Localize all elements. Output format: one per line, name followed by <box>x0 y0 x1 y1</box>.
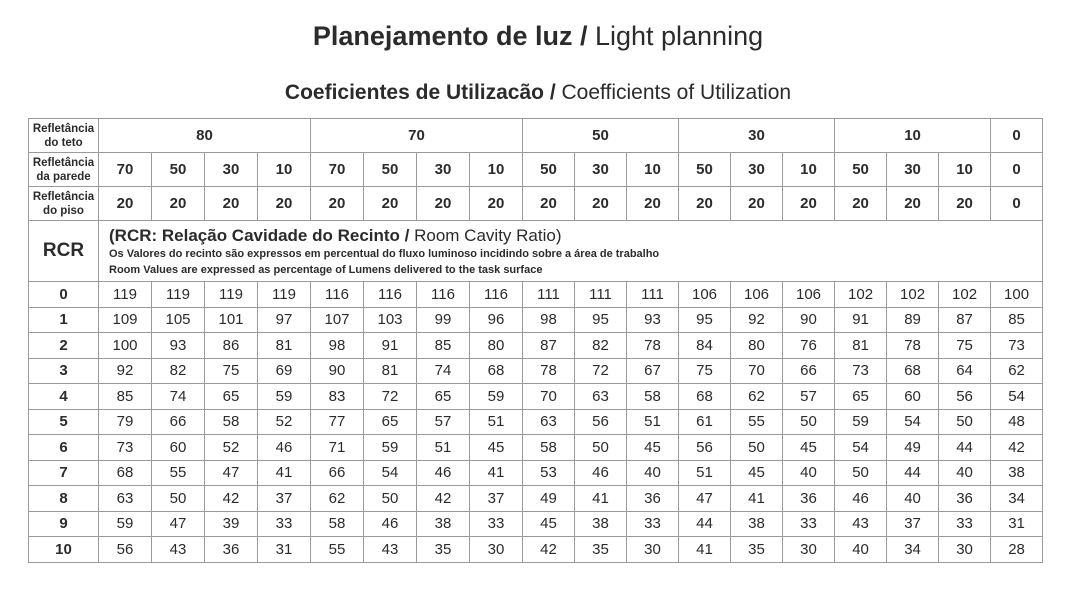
table-cell: 91 <box>364 333 417 359</box>
table-cell: 42 <box>205 486 258 512</box>
table-subtitle <box>0 80 1076 106</box>
table-cell: 41 <box>575 486 627 512</box>
wall-value: 50 <box>835 153 887 187</box>
table-cell: 92 <box>731 307 783 333</box>
note-en: Room Values are expressed as percentage of Lumens delivered to the task surface <box>109 264 543 276</box>
table-cell: 74 <box>417 358 470 384</box>
table-cell: 50 <box>364 486 417 512</box>
table-row <box>29 358 1043 384</box>
table-cell: 65 <box>835 384 887 410</box>
table-cell: 45 <box>731 460 783 486</box>
table-cell: 33 <box>783 511 835 537</box>
table-cell: 102 <box>835 282 887 308</box>
table-cell: 54 <box>887 409 939 435</box>
floor-value: 20 <box>205 187 258 221</box>
floor-value: 20 <box>939 187 991 221</box>
table-cell: 102 <box>887 282 939 308</box>
floor-reflectance-label: Refletância do piso <box>29 187 99 221</box>
table-cell: 36 <box>783 486 835 512</box>
table-cell: 45 <box>523 511 575 537</box>
table-cell: 98 <box>523 307 575 333</box>
table-cell: 111 <box>523 282 575 308</box>
table-cell: 58 <box>523 435 575 461</box>
table-cell: 46 <box>364 511 417 537</box>
table-cell: 95 <box>679 307 731 333</box>
table-cell: 63 <box>575 384 627 410</box>
table-cell: 85 <box>99 384 152 410</box>
wall-value: 10 <box>939 153 991 187</box>
table-cell: 99 <box>417 307 470 333</box>
rcr-header: RCR <box>29 221 99 282</box>
table-cell: 50 <box>939 409 991 435</box>
table-cell: 59 <box>470 384 523 410</box>
table-cell: 58 <box>627 384 679 410</box>
wall-value: 70 <box>311 153 364 187</box>
table-cell: 31 <box>258 537 311 563</box>
table-cell: 51 <box>627 409 679 435</box>
table-cell: 68 <box>470 358 523 384</box>
table-cell: 39 <box>205 511 258 537</box>
table-cell: 78 <box>887 333 939 359</box>
table-cell: 93 <box>152 333 205 359</box>
table-cell: 70 <box>523 384 575 410</box>
table-cell: 56 <box>679 435 731 461</box>
table-cell: 100 <box>99 333 152 359</box>
floor-value: 20 <box>887 187 939 221</box>
table-cell: 111 <box>575 282 627 308</box>
wall-value: 10 <box>783 153 835 187</box>
wall-value: 70 <box>99 153 152 187</box>
note-title <box>109 226 1042 246</box>
table-cell: 54 <box>835 435 887 461</box>
rcr-value: 5 <box>29 409 99 435</box>
table-cell: 100 <box>991 282 1043 308</box>
table-cell: 116 <box>364 282 417 308</box>
table-cell: 78 <box>523 358 575 384</box>
table-cell: 52 <box>258 409 311 435</box>
table-cell: 41 <box>470 460 523 486</box>
table-cell: 73 <box>835 358 887 384</box>
table-row <box>29 282 1043 308</box>
ceiling-reflectance-label: Refletância do teto <box>29 119 99 153</box>
subtitle-pt: Coeficientes de Utilizacão / <box>284 81 556 104</box>
table-cell: 37 <box>258 486 311 512</box>
floor-value: 20 <box>417 187 470 221</box>
wall-value: 0 <box>991 153 1043 187</box>
wall-value: 50 <box>152 153 205 187</box>
table-cell: 63 <box>523 409 575 435</box>
rcr-value: 4 <box>29 384 99 410</box>
rcr-value: 6 <box>29 435 99 461</box>
table-cell: 59 <box>99 511 152 537</box>
table-cell: 87 <box>523 333 575 359</box>
table-cell: 33 <box>939 511 991 537</box>
table-cell: 95 <box>575 307 627 333</box>
table-cell: 38 <box>731 511 783 537</box>
table-cell: 64 <box>939 358 991 384</box>
floor-value: 20 <box>364 187 417 221</box>
table-cell: 65 <box>364 409 417 435</box>
table-cell: 36 <box>939 486 991 512</box>
table-cell: 37 <box>470 486 523 512</box>
table-cell: 40 <box>835 537 887 563</box>
floor-value: 20 <box>99 187 152 221</box>
table-cell: 98 <box>311 333 364 359</box>
ceiling-value: 70 <box>311 119 523 153</box>
rcr-value: 1 <box>29 307 99 333</box>
rcr-value: 8 <box>29 486 99 512</box>
rcr-note <box>99 221 1043 282</box>
table-cell: 31 <box>991 511 1043 537</box>
floor-value: 20 <box>258 187 311 221</box>
table-cell: 89 <box>887 307 939 333</box>
ceiling-value: 10 <box>835 119 991 153</box>
table-cell: 62 <box>991 358 1043 384</box>
table-cell: 30 <box>470 537 523 563</box>
table-row <box>29 511 1043 537</box>
table-row <box>29 537 1043 563</box>
coefficients-table <box>28 118 1043 563</box>
table-cell: 62 <box>731 384 783 410</box>
table-cell: 33 <box>470 511 523 537</box>
table-cell: 51 <box>679 460 731 486</box>
table-cell: 50 <box>835 460 887 486</box>
table-cell: 34 <box>887 537 939 563</box>
table-cell: 74 <box>152 384 205 410</box>
note-title-en: Room Cavity Ratio) <box>409 226 562 245</box>
wall-reflectance-label: Refletância da parede <box>29 153 99 187</box>
table-cell: 46 <box>258 435 311 461</box>
table-cell: 116 <box>470 282 523 308</box>
table-row <box>29 409 1043 435</box>
wall-value: 50 <box>523 153 575 187</box>
table-cell: 81 <box>364 358 417 384</box>
table-cell: 44 <box>887 460 939 486</box>
table-cell: 58 <box>311 511 364 537</box>
floor-value: 20 <box>679 187 731 221</box>
table-cell: 45 <box>470 435 523 461</box>
table-cell: 43 <box>835 511 887 537</box>
table-cell: 81 <box>258 333 311 359</box>
table-cell: 42 <box>523 537 575 563</box>
table-cell: 86 <box>205 333 258 359</box>
table-cell: 61 <box>679 409 731 435</box>
table-cell: 65 <box>205 384 258 410</box>
table-cell: 67 <box>627 358 679 384</box>
table-cell: 50 <box>783 409 835 435</box>
table-cell: 41 <box>731 486 783 512</box>
table-cell: 66 <box>311 460 364 486</box>
table-cell: 119 <box>258 282 311 308</box>
table-cell: 70 <box>731 358 783 384</box>
table-cell: 62 <box>311 486 364 512</box>
table-cell: 47 <box>152 511 205 537</box>
floor-value: 20 <box>575 187 627 221</box>
table-cell: 57 <box>417 409 470 435</box>
table-cell: 106 <box>679 282 731 308</box>
floor-value: 0 <box>991 187 1043 221</box>
table-cell: 92 <box>99 358 152 384</box>
table-cell: 37 <box>887 511 939 537</box>
table-cell: 85 <box>417 333 470 359</box>
table-cell: 102 <box>939 282 991 308</box>
table-cell: 68 <box>679 384 731 410</box>
table-cell: 42 <box>417 486 470 512</box>
rcr-value: 0 <box>29 282 99 308</box>
wall-value: 10 <box>470 153 523 187</box>
note-title-pt: (RCR: Relação Cavidade do Recinto / <box>109 226 410 245</box>
table-cell: 36 <box>205 537 258 563</box>
table-cell: 66 <box>152 409 205 435</box>
table-cell: 54 <box>364 460 417 486</box>
table-cell: 40 <box>783 460 835 486</box>
table-cell: 40 <box>887 486 939 512</box>
table-cell: 116 <box>311 282 364 308</box>
table-cell: 35 <box>575 537 627 563</box>
table-cell: 116 <box>417 282 470 308</box>
table-cell: 75 <box>679 358 731 384</box>
table-row <box>29 384 1043 410</box>
page-title <box>0 20 1076 52</box>
table-cell: 33 <box>627 511 679 537</box>
table-cell: 58 <box>205 409 258 435</box>
table-cell: 63 <box>99 486 152 512</box>
table-cell: 56 <box>575 409 627 435</box>
table-cell: 40 <box>627 460 679 486</box>
floor-value: 20 <box>311 187 364 221</box>
table-cell: 96 <box>470 307 523 333</box>
table-cell: 52 <box>205 435 258 461</box>
table-cell: 46 <box>575 460 627 486</box>
table-cell: 50 <box>731 435 783 461</box>
table-cell: 42 <box>991 435 1043 461</box>
table-cell: 119 <box>152 282 205 308</box>
ceiling-value: 0 <box>991 119 1043 153</box>
table-cell: 59 <box>364 435 417 461</box>
wall-value: 30 <box>731 153 783 187</box>
table-cell: 68 <box>887 358 939 384</box>
table-cell: 80 <box>470 333 523 359</box>
table-row <box>29 435 1043 461</box>
table-cell: 41 <box>679 537 731 563</box>
floor-value: 20 <box>783 187 835 221</box>
table-cell: 90 <box>783 307 835 333</box>
table-cell: 81 <box>835 333 887 359</box>
subtitle-en: Coefficients of Utilization <box>555 81 792 104</box>
table-cell: 109 <box>99 307 152 333</box>
table-cell: 71 <box>311 435 364 461</box>
table-cell: 49 <box>523 486 575 512</box>
floor-value: 20 <box>835 187 887 221</box>
table-cell: 76 <box>783 333 835 359</box>
table-cell: 119 <box>99 282 152 308</box>
table-cell: 82 <box>152 358 205 384</box>
table-cell: 55 <box>311 537 364 563</box>
table-cell: 38 <box>575 511 627 537</box>
table-cell: 44 <box>679 511 731 537</box>
wall-value: 30 <box>417 153 470 187</box>
rcr-value: 7 <box>29 460 99 486</box>
table-cell: 107 <box>311 307 364 333</box>
table-cell: 60 <box>152 435 205 461</box>
rcr-value: 10 <box>29 537 99 563</box>
table-cell: 38 <box>991 460 1043 486</box>
table-cell: 66 <box>783 358 835 384</box>
table-cell: 59 <box>835 409 887 435</box>
table-cell: 60 <box>887 384 939 410</box>
table-cell: 73 <box>99 435 152 461</box>
table-cell: 33 <box>258 511 311 537</box>
table-cell: 93 <box>627 307 679 333</box>
table-cell: 75 <box>939 333 991 359</box>
rcr-value: 3 <box>29 358 99 384</box>
table-cell: 40 <box>939 460 991 486</box>
table-cell: 68 <box>99 460 152 486</box>
ceiling-value: 80 <box>99 119 311 153</box>
table-row <box>29 486 1043 512</box>
table-cell: 34 <box>991 486 1043 512</box>
table-cell: 84 <box>679 333 731 359</box>
table-cell: 43 <box>364 537 417 563</box>
floor-value: 20 <box>152 187 205 221</box>
table-cell: 79 <box>99 409 152 435</box>
table-cell: 43 <box>152 537 205 563</box>
table-cell: 90 <box>311 358 364 384</box>
table-cell: 111 <box>627 282 679 308</box>
table-cell: 30 <box>939 537 991 563</box>
table-cell: 106 <box>731 282 783 308</box>
wall-value: 10 <box>627 153 679 187</box>
table-cell: 119 <box>205 282 258 308</box>
table-cell: 54 <box>991 384 1043 410</box>
wall-value: 10 <box>258 153 311 187</box>
table-cell: 106 <box>783 282 835 308</box>
floor-value: 20 <box>731 187 783 221</box>
table-cell: 72 <box>364 384 417 410</box>
table-cell: 49 <box>887 435 939 461</box>
table-cell: 78 <box>627 333 679 359</box>
table-cell: 82 <box>575 333 627 359</box>
table-cell: 35 <box>417 537 470 563</box>
table-cell: 56 <box>939 384 991 410</box>
table-cell: 45 <box>783 435 835 461</box>
table-cell: 44 <box>939 435 991 461</box>
table-cell: 28 <box>991 537 1043 563</box>
table-cell: 55 <box>731 409 783 435</box>
table-cell: 55 <box>152 460 205 486</box>
table-cell: 47 <box>679 486 731 512</box>
table-cell: 105 <box>152 307 205 333</box>
wall-value: 30 <box>205 153 258 187</box>
table-cell: 30 <box>627 537 679 563</box>
table-row <box>29 460 1043 486</box>
table-row <box>29 307 1043 333</box>
title-en: Light planning <box>587 21 764 51</box>
table-cell: 65 <box>417 384 470 410</box>
table-cell: 75 <box>205 358 258 384</box>
table-cell: 101 <box>205 307 258 333</box>
floor-value: 20 <box>470 187 523 221</box>
table-cell: 50 <box>575 435 627 461</box>
table-cell: 48 <box>991 409 1043 435</box>
wall-value: 30 <box>887 153 939 187</box>
floor-value: 20 <box>627 187 679 221</box>
wall-value: 50 <box>364 153 417 187</box>
table-cell: 83 <box>311 384 364 410</box>
table-cell: 80 <box>731 333 783 359</box>
table-cell: 59 <box>258 384 311 410</box>
table-cell: 36 <box>627 486 679 512</box>
table-cell: 91 <box>835 307 887 333</box>
table-cell: 46 <box>835 486 887 512</box>
wall-value: 50 <box>679 153 731 187</box>
rcr-value: 9 <box>29 511 99 537</box>
floor-value: 20 <box>523 187 575 221</box>
table-cell: 50 <box>152 486 205 512</box>
rcr-value: 2 <box>29 333 99 359</box>
table-cell: 35 <box>731 537 783 563</box>
table-cell: 72 <box>575 358 627 384</box>
wall-value: 30 <box>575 153 627 187</box>
table-cell: 46 <box>417 460 470 486</box>
table-cell: 53 <box>523 460 575 486</box>
table-row <box>29 333 1043 359</box>
table-cell: 51 <box>417 435 470 461</box>
ceiling-value: 30 <box>679 119 835 153</box>
table-cell: 87 <box>939 307 991 333</box>
ceiling-value: 50 <box>523 119 679 153</box>
table-cell: 47 <box>205 460 258 486</box>
table-cell: 45 <box>627 435 679 461</box>
table-cell: 57 <box>783 384 835 410</box>
table-cell: 97 <box>258 307 311 333</box>
table-cell: 69 <box>258 358 311 384</box>
table-cell: 38 <box>417 511 470 537</box>
table-cell: 30 <box>783 537 835 563</box>
title-pt: Planejamento de luz / <box>312 21 588 51</box>
table-cell: 77 <box>311 409 364 435</box>
table-cell: 56 <box>99 537 152 563</box>
table-cell: 73 <box>991 333 1043 359</box>
table-cell: 41 <box>258 460 311 486</box>
note-pt: Os Valores do recinto são expressos em percentual do fluxo luminoso incidindo sobre a área de trabalho <box>109 248 660 260</box>
table-cell: 51 <box>470 409 523 435</box>
table-cell: 85 <box>991 307 1043 333</box>
table-cell: 103 <box>364 307 417 333</box>
